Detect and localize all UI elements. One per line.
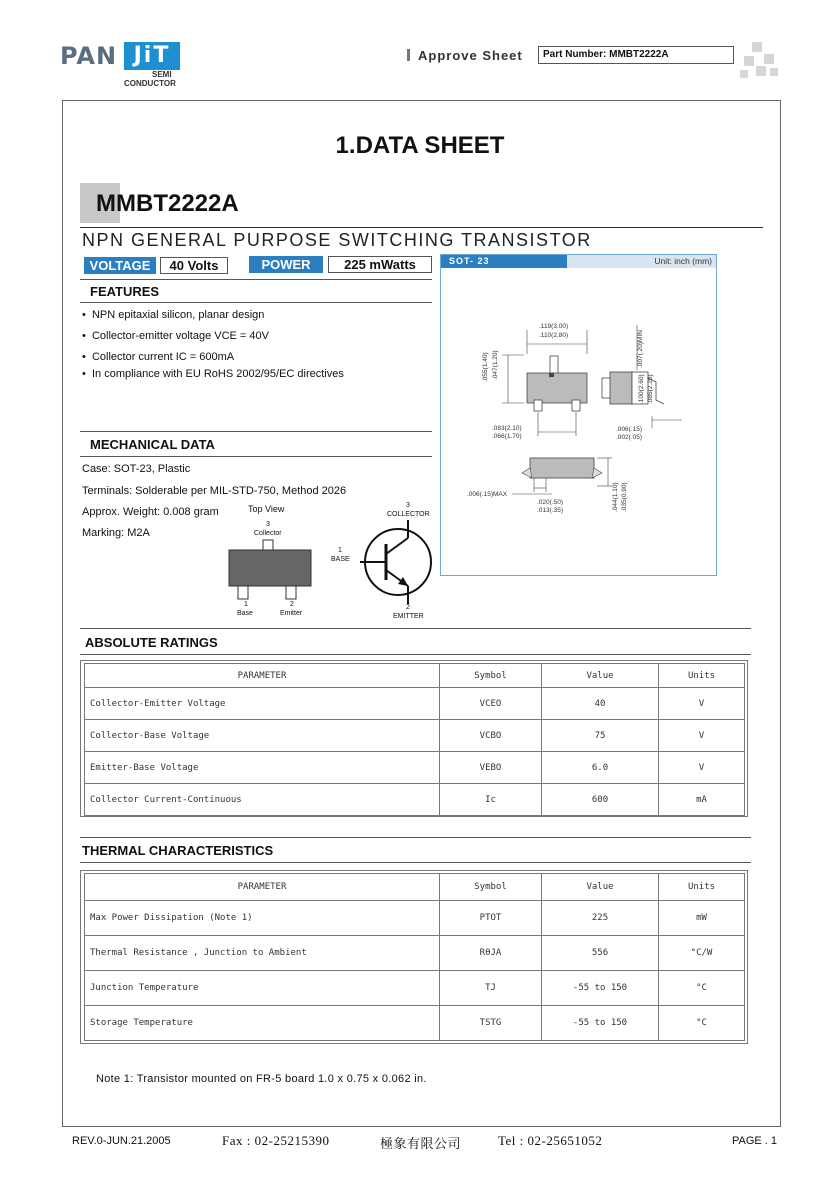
table-row [85, 720, 745, 752]
absolute-heading: ABSOLUTE RATINGS [85, 635, 218, 650]
cell-units: V [659, 720, 745, 752]
cell-parameter: Junction Temperature [85, 971, 440, 1006]
cell-symbol: TJ [440, 971, 542, 1006]
cell-symbol: VCBO [440, 720, 542, 752]
dim-top-w1: .119(3.00) [539, 323, 569, 330]
abs-topline [80, 628, 751, 629]
header-value: Value [542, 664, 659, 688]
dim-lead-t2: .002(.05) [616, 434, 643, 441]
footer-fax: Fax : 02-25215390 [222, 1133, 330, 1148]
header-symbol: Symbol [440, 664, 542, 688]
absolute-ratings-table [84, 663, 745, 816]
part-number-box: Part Number: MMBT2222A [538, 46, 734, 64]
mech-case: Case: SOT-23, Plastic [82, 463, 191, 475]
symbol-base-number: 1 [338, 547, 342, 554]
cell-value: 600 [542, 784, 659, 816]
voltage-label: VOLTAGE [84, 257, 156, 274]
table-header-row [85, 664, 745, 688]
voltage-value: 40 Volts [160, 257, 228, 274]
cell-symbol: VCEO [440, 688, 542, 720]
top-view-label: Top View [248, 504, 285, 514]
dim-lead-max: .006(.15)MAX [467, 491, 508, 498]
dim-ht2: .035(0.90) [621, 482, 628, 512]
cell-parameter: Thermal Resistance , Junction to Ambient [85, 936, 440, 971]
symbol-emitter-name: EMITTER [393, 613, 424, 620]
cell-symbol: RθJA [440, 936, 542, 971]
cell-units: mA [659, 784, 745, 816]
dim-bot-w1: .083(2.10) [492, 425, 522, 432]
cell-value: 6.0 [542, 752, 659, 784]
pin2-number: 2 [290, 601, 294, 608]
footer-revision: REV.0-JUN.21.2005 [72, 1135, 171, 1147]
features-underline [80, 302, 432, 303]
cell-units: mW [659, 901, 745, 936]
header-units: Units [659, 874, 745, 901]
features-topline [80, 279, 432, 280]
cell-symbol: VEBO [440, 752, 542, 784]
cell-value: 225 [542, 901, 659, 936]
header-parameter: PARAMETER [85, 874, 440, 901]
dim-ht1: .044(1.10) [612, 482, 619, 512]
logo-conductor-text: CONDUCTOR [124, 79, 176, 88]
dim-pad-w2: .013(.35) [537, 507, 564, 514]
feature-item: • NPN epitaxial silicon, planar design [82, 309, 265, 321]
pin1-number: 1 [244, 601, 248, 608]
feature-item: • Collector-emitter voltage VCE = 40V [82, 330, 269, 342]
logo-jit-text: JiT [124, 42, 180, 70]
pin3-number: 3 [266, 521, 270, 528]
dim-side-h1: .100(2.60) [638, 374, 645, 404]
cell-parameter: Collector Current-Continuous [85, 784, 440, 816]
dim-side-h2: .085(2.20) [647, 374, 654, 404]
page-title: 1.DATA SHEET [335, 132, 505, 159]
mech-weight: Approx. Weight: 0.008 gram [82, 506, 219, 518]
mech-topline [80, 431, 432, 432]
thermal-table [84, 873, 745, 1041]
cell-units: °C [659, 1006, 745, 1041]
features-heading: FEATURES [90, 284, 160, 299]
cell-symbol: TSTG [440, 1006, 542, 1041]
table-row [85, 752, 745, 784]
mech-terminals: Terminals: Solderable per MIL-STD-750, Method 2026 [82, 485, 347, 497]
header-symbol: Symbol [440, 874, 542, 901]
symbol-collector-name: COLLECTOR [387, 511, 430, 518]
table-row [85, 784, 745, 816]
logo-pan-text: PAN [60, 42, 118, 70]
dim-top-w2: .110(2.80) [539, 332, 569, 339]
footer-page: PAGE . 1 [732, 1135, 778, 1147]
thermal-heading: THERMAL CHARACTERISTICS [82, 843, 274, 858]
mech-underline [80, 456, 432, 457]
cell-value: -55 to 150 [542, 971, 659, 1006]
footnote: Note 1: Transistor mounted on FR-5 board 1.0 x 0.75 x 0.062 in. [96, 1073, 427, 1085]
table-row [85, 1006, 745, 1041]
cell-symbol: PTOT [440, 901, 542, 936]
device-subtitle: NPN GENERAL PURPOSE SWITCHING TRANSISTOR [82, 230, 592, 250]
dim-lead-min: .007(.20)MIN [637, 330, 644, 368]
table-row [85, 971, 745, 1006]
cell-units: °C [659, 971, 745, 1006]
abs-underline [80, 654, 751, 655]
pin1-name: Base [237, 610, 253, 617]
dim-lead-t1: .006(.15) [616, 426, 643, 433]
power-value: 225 mWatts [328, 256, 432, 273]
cell-value: 40 [542, 688, 659, 720]
dim-left-h1: .055(1.40) [482, 352, 489, 382]
footer-company: 極象有限公司 [380, 1136, 462, 1151]
cell-units: V [659, 688, 745, 720]
sot23-top-view-drawing [226, 538, 316, 604]
pin3-name: Collector [254, 530, 282, 537]
cell-parameter: Max Power Dissipation (Note 1) [85, 901, 440, 936]
dim-left-h2: .047(1.20) [492, 350, 499, 380]
mech-marking: Marking: M2A [82, 527, 150, 539]
cell-parameter: Collector-Base Voltage [85, 720, 440, 752]
header-units: Units [659, 664, 745, 688]
npn-transistor-symbol [350, 518, 440, 606]
footer-tel: Tel : 02-25651052 [498, 1133, 603, 1148]
thermal-topline [80, 837, 751, 838]
cell-parameter: Storage Temperature [85, 1006, 440, 1041]
power-label: POWER [249, 256, 323, 273]
cell-parameter: Emitter-Base Voltage [85, 752, 440, 784]
feature-item: • In compliance with EU RoHS 2002/95/EC directives [82, 368, 344, 380]
table-row [85, 936, 745, 971]
logo-semi-text: SEMI [152, 70, 172, 79]
pin2-name: Emitter [280, 610, 303, 617]
cell-value: 556 [542, 936, 659, 971]
dim-bot-w2: .066(1.70) [492, 433, 522, 440]
thermal-underline [80, 862, 751, 863]
symbol-collector-number: 3 [406, 502, 410, 509]
symbol-base-name: BASE [331, 556, 350, 563]
part-title: MMBT2222A [96, 190, 239, 217]
title-divider [80, 227, 763, 228]
cell-value: -55 to 150 [542, 1006, 659, 1041]
header-parameter: PARAMETER [85, 664, 440, 688]
dim-pad-w1: .020(.50) [537, 499, 564, 506]
cell-units: °C/W [659, 936, 745, 971]
package-unit: Unit: inch (mm) [567, 255, 716, 268]
approve-bar-decoration [407, 49, 410, 61]
cell-parameter: Collector-Emitter Voltage [85, 688, 440, 720]
approve-sheet-label: Approve Sheet [418, 48, 523, 63]
table-row [85, 688, 745, 720]
table-row [85, 901, 745, 936]
feature-item: • Collector current IC = 600mA [82, 351, 235, 363]
cell-symbol: Ic [440, 784, 542, 816]
sot23-dimension-drawing [442, 270, 716, 570]
package-name: SOT- 23 [441, 255, 567, 268]
symbol-emitter-number: 2 [406, 604, 410, 611]
cell-units: V [659, 752, 745, 784]
mech-heading: MECHANICAL DATA [90, 437, 215, 452]
header-value: Value [542, 874, 659, 901]
cell-value: 75 [542, 720, 659, 752]
table-header-row [85, 874, 745, 901]
